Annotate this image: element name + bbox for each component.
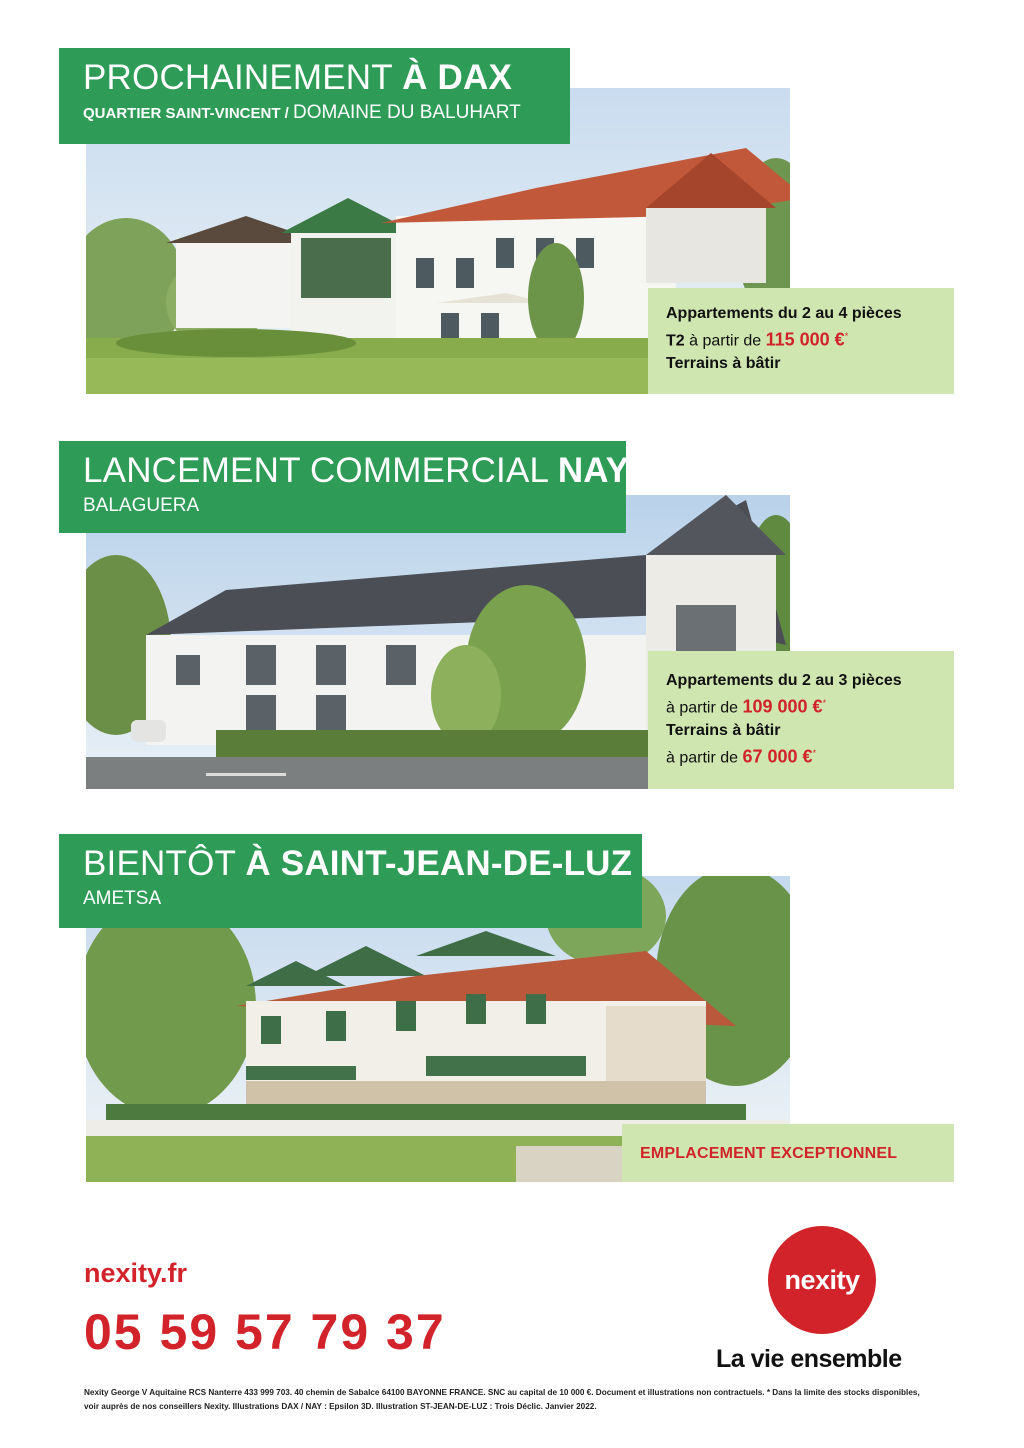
dax-land-line: Terrains à bâtir: [666, 355, 781, 373]
nay-land-line: Terrains à bâtir: [666, 722, 781, 740]
dax-price-line: T2 à partir de 115 000 €*: [666, 329, 849, 350]
legal-notice: [84, 1386, 954, 1414]
nay-subtitle: BALAGUERA: [83, 495, 200, 516]
saint-jean-de-luz-info-box: [622, 1124, 954, 1182]
legal-notice-line-2: voir auprès de nos conseillers Nexity. Illustrations DAX / NAY : Epsilon 3D. Illustration ST-JEAN-DE-LUZ : Trois Déclic. Janvier 2022.: [84, 1402, 597, 1411]
brand-tagline: La vie ensemble: [716, 1345, 902, 1373]
dax-title-banner: [59, 48, 570, 144]
nay-title: LANCEMENT COMMERCIAL NAY: [83, 451, 630, 490]
saint-jean-de-luz-title-banner: [59, 834, 642, 928]
saint-jean-de-luz-subtitle: AMETSA: [83, 888, 162, 909]
nay-apartment-price-line: à partir de 109 000 €*: [666, 696, 827, 717]
nay-info-box: [648, 651, 954, 789]
nay-apartments-line: Appartements du 2 au 3 pièces: [666, 672, 902, 689]
nexity-logo-text: nexity: [784, 1264, 860, 1295]
nexity-logo: [768, 1226, 876, 1334]
dax-subtitle: QUARTIER SAINT-VINCENT / DOMAINE DU BALUHART: [83, 102, 521, 123]
website-link[interactable]: nexity.fr: [84, 1258, 188, 1288]
saint-jean-de-luz-title: BIENTÔT À SAINT-JEAN-DE-LUZ: [83, 844, 633, 883]
exceptional-location-label: EMPLACEMENT EXCEPTIONNEL: [640, 1144, 898, 1162]
legal-notice-line-1: Nexity George V Aquitaine RCS Nanterre 433 999 703. 40 chemin de Sabalce 64100 BAYONNE FRANCE. SNC au capital de 10 000 €. Document et illustrations non contractuels. * Dans la limite des stocks disponibles,: [84, 1388, 920, 1397]
nay-title-banner: [59, 441, 630, 533]
phone-number[interactable]: 05 59 57 79 37: [84, 1304, 446, 1360]
dax-info-box: [648, 288, 954, 394]
nay-land-price-line: à partir de 67 000 €*: [666, 746, 817, 767]
dax-title: PROCHAINEMENT À DAX: [83, 58, 513, 97]
dax-apartments-line: Appartements du 2 au 4 pièces: [666, 305, 902, 322]
